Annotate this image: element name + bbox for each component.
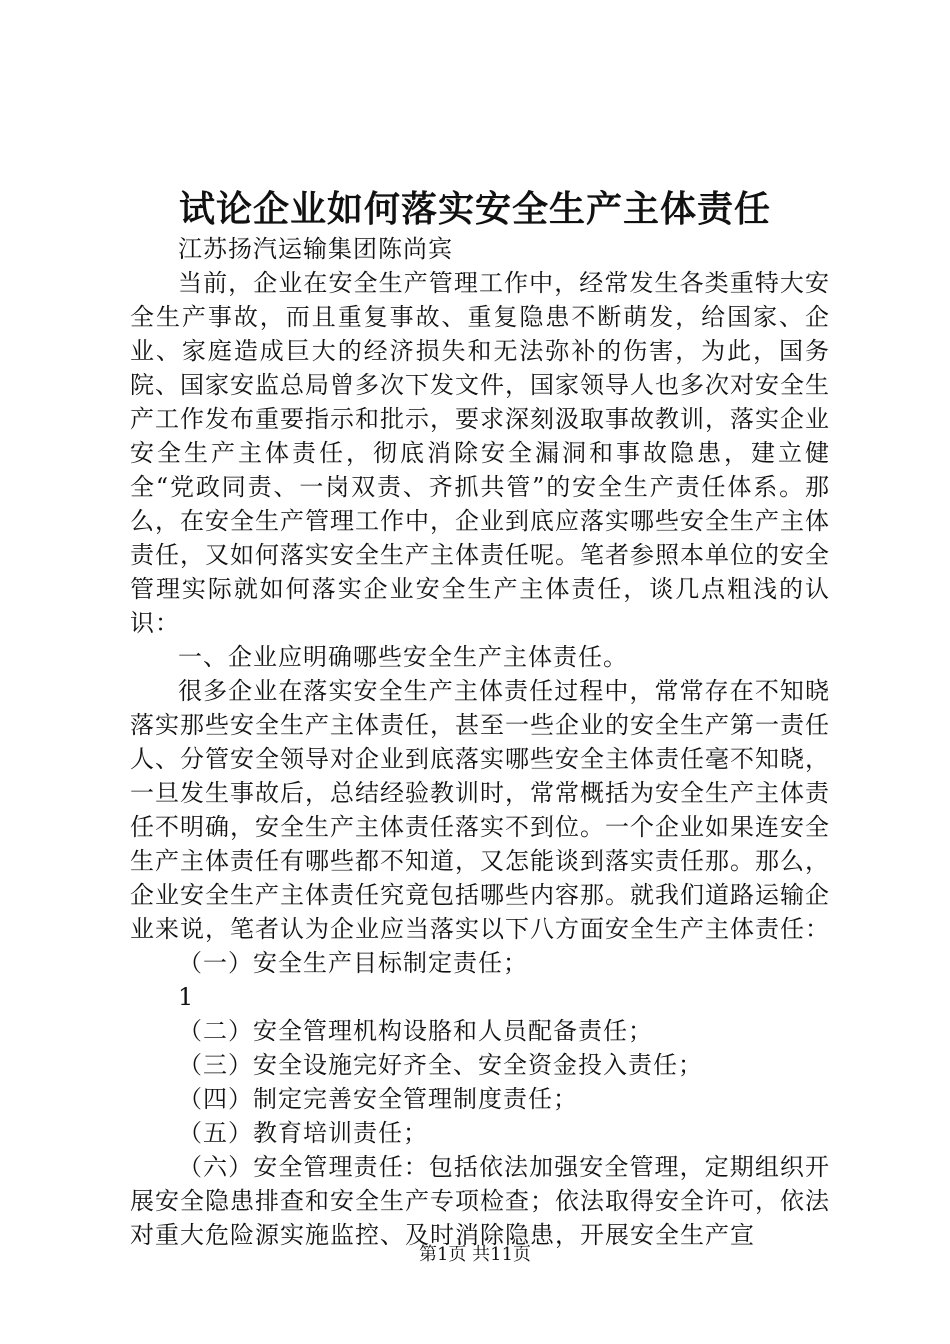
stray-number: 1 [178, 983, 195, 1011]
paragraph: （六）安全管理责任：包括依法加强安全管理，定期组织开展安全隐患排查和安全生产专项检查；依法取得安全许可，依法对重大危险源实施监控、及时消除隐患，开展安全生产宣 [130, 1153, 830, 1249]
document-title: 试论企业如何落实安全生产主体责任 [178, 188, 771, 230]
list-item: （三）安全设施完好齐全、安全资金投入责任； [178, 1051, 703, 1079]
document-body [130, 232, 830, 1252]
paragraph: 很多企业在落实安全生产主体责任过程中，常常存在不知晓落实那些安全生产主体责任，甚至一些企业的安全生产第一责任人、分管安全领导对企业到底落实哪些安全主体责任毫不知晓，一旦发生事故后，总结经验教训时，常常概括为安全生产主体责任不明确，安全生产主体责任落实不到位。一个企业如果连安全生产主体责任有哪些都不知道，又怎能谈到落实责任那。那么，企业安全生产主体责任究竟包括哪些内容那。就我们道路运输企业来说，笔者认为企业应当落实以下八方面安全生产主体责任： [130, 677, 830, 943]
section-heading: 一、企业应明确哪些安全生产主体责任。 [178, 643, 628, 671]
list-item: （四）制定完善安全管理制度责任； [178, 1085, 578, 1113]
list-item: （五）教育培训责任； [178, 1119, 428, 1147]
page-footer: 第1页 共11页 [418, 1244, 532, 1265]
list-item: （二）安全管理机构设胳和人员配备责任； [178, 1017, 653, 1045]
author-line: 江苏扬汽运输集团陈尚宾 [178, 235, 453, 263]
list-item: （一）安全生产目标制定责任； [178, 949, 528, 977]
paragraph: 当前，企业在安全生产管理工作中，经常发生各类重特大安全生产事故，而且重复事故、重复隐患不断萌发，给国家、企业、家庭造成巨大的经济损失和无法弥补的伤害，为此，国务院、国家安监总局曾多次下发文件，国家领导人也多次对安全生产工作发布重要指示和批示，要求深刻汲取事故教训，落实企业安全生产主体责任，彻底消除安全漏洞和事故隐患，建立健全“党政同责、一岗双责、齐抓共管”的安全生产责任体系。那么，在安全生产管理工作中，企业到底应落实哪些安全生产主体责任，又如何落实安全生产主体责任呢。笔者参照本单位的安全管理实际就如何落实企业安全生产主体责任，谈几点粗浅的认识： [130, 269, 830, 637]
